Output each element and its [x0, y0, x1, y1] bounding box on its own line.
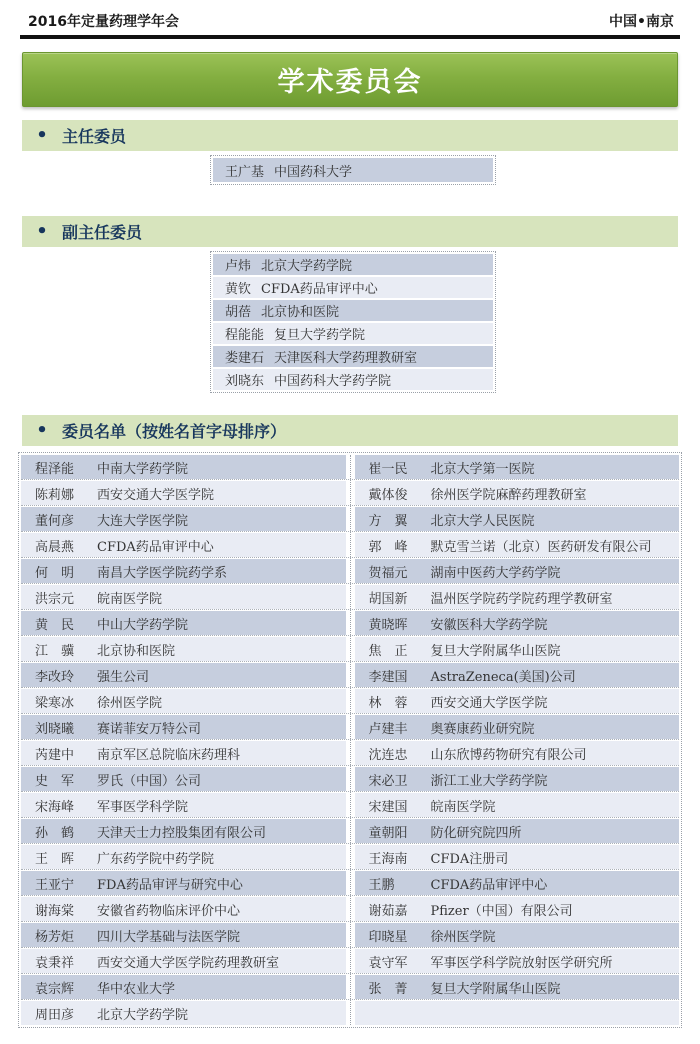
table-cell-left	[21, 923, 346, 947]
section-heading-label: 副主任委员	[62, 223, 143, 242]
column-divider	[346, 507, 355, 531]
table-cell-right	[355, 715, 680, 739]
table-cell-left	[21, 741, 346, 765]
table-cell-right	[355, 923, 680, 947]
table-row	[21, 663, 679, 687]
member-name: 史 军	[35, 773, 75, 789]
table-cell-left	[21, 871, 346, 895]
table-row	[21, 637, 679, 661]
member-org: CFDA药品审评中心	[430, 877, 548, 893]
table-row	[21, 455, 679, 479]
member-name: 谢茹嘉	[368, 903, 408, 919]
table-cell-right	[355, 455, 680, 479]
member-name: 周田彦	[35, 1007, 75, 1023]
list-item	[213, 346, 493, 367]
member-name: 林 蓉	[368, 695, 408, 711]
member-org: 四川大学基础与法医学院	[97, 929, 241, 945]
member-name: 黄 民	[35, 617, 75, 633]
table-row	[21, 923, 679, 947]
column-divider	[346, 585, 355, 609]
member-org: 西安交通大学医学院	[430, 695, 548, 711]
section-heading-vice-chair	[22, 216, 678, 247]
table-cell-right	[355, 507, 680, 531]
member-org: CFDA注册司	[430, 851, 509, 867]
member-name: 沈连忠	[368, 747, 408, 763]
table-cell-left	[21, 845, 346, 869]
member-name: 袁守军	[368, 955, 408, 971]
table-cell-left	[21, 507, 346, 531]
page-title: 学术委员会	[22, 52, 678, 107]
member-name: 李改玲	[35, 669, 75, 685]
member-org: 徐州医学院	[97, 695, 163, 711]
table-cell-right	[355, 611, 680, 635]
member-org: 赛诺菲安万特公司	[97, 721, 202, 737]
table-cell-right	[355, 533, 680, 557]
member-org: 西安交通大学医学院药理教研室	[97, 955, 280, 971]
member-org: 浙江工业大学药学院	[430, 773, 548, 789]
member-name: 梁寒冰	[35, 695, 75, 711]
table-cell-right	[355, 845, 680, 869]
member-org: FDA药品审评与研究中心	[97, 877, 243, 893]
member-name: 程能能	[225, 328, 265, 343]
table-row	[21, 559, 679, 583]
table-cell-right	[355, 793, 680, 817]
table-row	[21, 741, 679, 765]
member-org: 中山大学药学院	[97, 617, 189, 633]
member-name: 印晓星	[368, 929, 408, 945]
table-cell-left	[21, 1001, 346, 1025]
table-cell-left	[21, 481, 346, 505]
column-divider	[346, 871, 355, 895]
member-name: 宋必卫	[368, 773, 408, 789]
member-org: 复旦大学附属华山医院	[430, 643, 561, 659]
list-item	[213, 158, 493, 182]
member-name: 郭 峰	[368, 539, 408, 555]
member-name: 王 晖	[35, 851, 75, 867]
member-org: 温州医学院药学院药理学教研室	[430, 591, 613, 607]
member-name: 卢建丰	[368, 721, 408, 737]
table-cell-left	[21, 767, 346, 791]
member-name: 焦 正	[368, 643, 408, 659]
member-org: 广东药学院中药学院	[97, 851, 215, 867]
chair-member-list	[210, 155, 496, 185]
table-cell-right	[355, 975, 680, 999]
column-divider	[346, 845, 355, 869]
bullet-icon: •	[36, 420, 48, 441]
table-cell-right	[355, 663, 680, 687]
member-name: 方 翼	[368, 513, 408, 529]
member-org: 中南大学药学院	[97, 461, 189, 477]
member-org: 北京大学人民医院	[430, 513, 535, 529]
member-org: 军事医学科学院	[97, 799, 189, 815]
member-org: AstraZeneca(美国)公司	[430, 669, 576, 685]
column-divider	[346, 637, 355, 661]
member-name: 黄晓晖	[368, 617, 408, 633]
member-name: 戴体俊	[368, 487, 408, 503]
table-row	[21, 845, 679, 869]
section-chair	[0, 120, 700, 185]
member-org: 复旦大学药学院	[274, 328, 366, 343]
member-org: Pfizer（中国）有限公司	[430, 903, 573, 919]
table-cell-right	[355, 871, 680, 895]
table-cell-left	[21, 585, 346, 609]
member-org: CFDA药品审评中心	[97, 539, 214, 555]
table-row	[21, 689, 679, 713]
member-name: 高晨燕	[35, 539, 75, 555]
table-cell-right	[355, 819, 680, 843]
member-name: 刘晓东	[225, 374, 265, 389]
list-item	[213, 300, 493, 321]
table-cell-left	[21, 897, 346, 921]
section-vice-chair	[0, 216, 700, 393]
member-org: 皖南医学院	[430, 799, 496, 815]
table-cell-left	[21, 793, 346, 817]
member-org: 中国药科大学药学院	[274, 374, 392, 389]
table-cell-left	[21, 689, 346, 713]
column-divider	[346, 767, 355, 791]
member-org: 徐州医学院麻醉药理教研室	[430, 487, 587, 503]
member-org: 南京军区总院临床药理科	[97, 747, 241, 763]
table-row	[21, 1001, 679, 1025]
page-header	[0, 0, 700, 31]
member-name: 李建国	[368, 669, 408, 685]
bullet-icon: •	[36, 221, 48, 242]
section-heading-committee	[22, 415, 678, 446]
member-org: 天津医科大学药理教研室	[274, 351, 418, 366]
table-cell-right	[355, 481, 680, 505]
member-name: 黄钦	[225, 282, 252, 297]
column-divider	[346, 923, 355, 947]
member-org: 北京协和医院	[97, 643, 176, 659]
member-name: 刘晓曦	[35, 721, 75, 737]
section-committee	[0, 415, 700, 1028]
table-row	[21, 611, 679, 635]
column-divider	[346, 559, 355, 583]
table-cell-right	[355, 767, 680, 791]
table-row	[21, 975, 679, 999]
member-org: 大连大学医学院	[97, 513, 189, 529]
member-org: CFDA药品审评中心	[261, 282, 378, 297]
member-name: 张 菁	[368, 981, 408, 997]
column-divider	[346, 533, 355, 557]
vice-chair-member-list	[210, 251, 496, 393]
member-name: 何 明	[35, 565, 75, 581]
member-org: 奥赛康药业研究院	[430, 721, 535, 737]
column-divider	[346, 611, 355, 635]
table-cell-right	[355, 637, 680, 661]
column-divider	[346, 663, 355, 687]
table-row	[21, 871, 679, 895]
table-cell-left	[21, 715, 346, 739]
table-cell-left	[21, 637, 346, 661]
column-divider	[346, 481, 355, 505]
member-org: 中国药科大学	[274, 164, 353, 180]
member-name: 童朝阳	[368, 825, 408, 841]
member-org: 默克雪兰诺（北京）医药研发有限公司	[430, 539, 652, 555]
member-name: 江 骥	[35, 643, 75, 659]
member-name: 杨芳炬	[35, 929, 75, 945]
member-org: 北京大学第一医院	[430, 461, 535, 477]
member-name: 王海南	[368, 851, 408, 867]
table-row	[21, 949, 679, 973]
table-cell-left	[21, 975, 346, 999]
committee-member-table	[18, 452, 682, 1028]
member-org: 北京大学药学院	[97, 1007, 189, 1023]
member-name: 芮建中	[35, 747, 75, 763]
member-name: 宋建国	[368, 799, 408, 815]
table-cell-left	[21, 533, 346, 557]
list-item	[213, 369, 493, 390]
column-divider	[346, 741, 355, 765]
member-org: 安徽医科大学药学院	[430, 617, 548, 633]
section-heading-label: 主任委员	[62, 127, 127, 146]
table-cell-left	[21, 819, 346, 843]
member-name: 谢海棠	[35, 903, 75, 919]
table-cell-left	[21, 559, 346, 583]
member-name: 董何彦	[35, 513, 75, 529]
member-name: 袁宗辉	[35, 981, 75, 997]
list-item	[213, 254, 493, 275]
table-cell-right	[355, 1001, 680, 1025]
column-divider	[346, 897, 355, 921]
member-org: 徐州医学院	[430, 929, 496, 945]
table-cell-right	[355, 585, 680, 609]
member-org: 军事医学科学院放射医学研究所	[430, 955, 613, 971]
table-row	[21, 533, 679, 557]
column-divider	[346, 455, 355, 479]
table-cell-left	[21, 611, 346, 635]
member-org: 防化研究院四所	[430, 825, 522, 841]
table-cell-right	[355, 897, 680, 921]
member-name: 洪宗元	[35, 591, 75, 607]
table-row	[21, 715, 679, 739]
member-org: 皖南医学院	[97, 591, 163, 607]
list-item	[213, 277, 493, 298]
table-cell-left	[21, 455, 346, 479]
column-divider	[346, 1001, 355, 1025]
table-cell-right	[355, 689, 680, 713]
table-cell-right	[355, 559, 680, 583]
list-item	[213, 323, 493, 344]
member-org: 南昌大学医学院药学系	[97, 565, 228, 581]
header-divider	[20, 35, 680, 39]
member-org: 湖南中医药大学药学院	[430, 565, 561, 581]
bullet-icon: •	[36, 125, 48, 146]
member-org: 山东欣博药物研究有限公司	[430, 747, 587, 763]
member-name: 胡国新	[368, 591, 408, 607]
section-heading-chair	[22, 120, 678, 151]
column-divider	[346, 715, 355, 739]
column-divider	[346, 819, 355, 843]
table-row	[21, 897, 679, 921]
member-name: 王鹏	[368, 877, 395, 893]
conference-location: 中国•南京	[609, 14, 674, 30]
section-heading-label: 委员名单（按姓名首字母排序）	[62, 422, 287, 441]
table-row	[21, 585, 679, 609]
member-name: 王广基	[225, 164, 265, 180]
member-org: 北京协和医院	[261, 305, 340, 320]
member-org: 华中农业大学	[97, 981, 176, 997]
table-row	[21, 819, 679, 843]
member-org: 罗氏（中国）公司	[97, 773, 202, 789]
column-divider	[346, 949, 355, 973]
member-name: 宋海峰	[35, 799, 75, 815]
member-name: 胡蓓	[225, 305, 252, 320]
member-org: 西安交通大学医学院	[97, 487, 215, 503]
table-row	[21, 481, 679, 505]
member-org: 复旦大学附属华山医院	[430, 981, 561, 997]
member-name: 崔一民	[368, 461, 408, 477]
conference-title: 2016年定量药理学年会	[28, 14, 179, 30]
column-divider	[346, 793, 355, 817]
member-name: 程泽能	[35, 461, 75, 477]
column-divider	[346, 975, 355, 999]
member-org: 北京大学药学院	[261, 259, 353, 274]
member-name: 王亚宁	[35, 877, 75, 893]
member-name: 孙 鹤	[35, 825, 75, 841]
table-cell-left	[21, 663, 346, 687]
table-row	[21, 793, 679, 817]
member-org: 天津天士力控股集团有限公司	[97, 825, 267, 841]
member-org: 安徽省药物临床评价中心	[97, 903, 241, 919]
table-row	[21, 507, 679, 531]
column-divider	[346, 689, 355, 713]
member-name: 卢炜	[225, 259, 252, 274]
table-cell-right	[355, 741, 680, 765]
member-name: 贺福元	[368, 565, 408, 581]
member-name: 陈莉娜	[35, 487, 75, 503]
table-row	[21, 767, 679, 791]
member-name: 娄建石	[225, 351, 265, 366]
member-org: 强生公司	[97, 669, 150, 685]
member-name: 袁秉祥	[35, 955, 75, 971]
table-cell-left	[21, 949, 346, 973]
table-cell-right	[355, 949, 680, 973]
